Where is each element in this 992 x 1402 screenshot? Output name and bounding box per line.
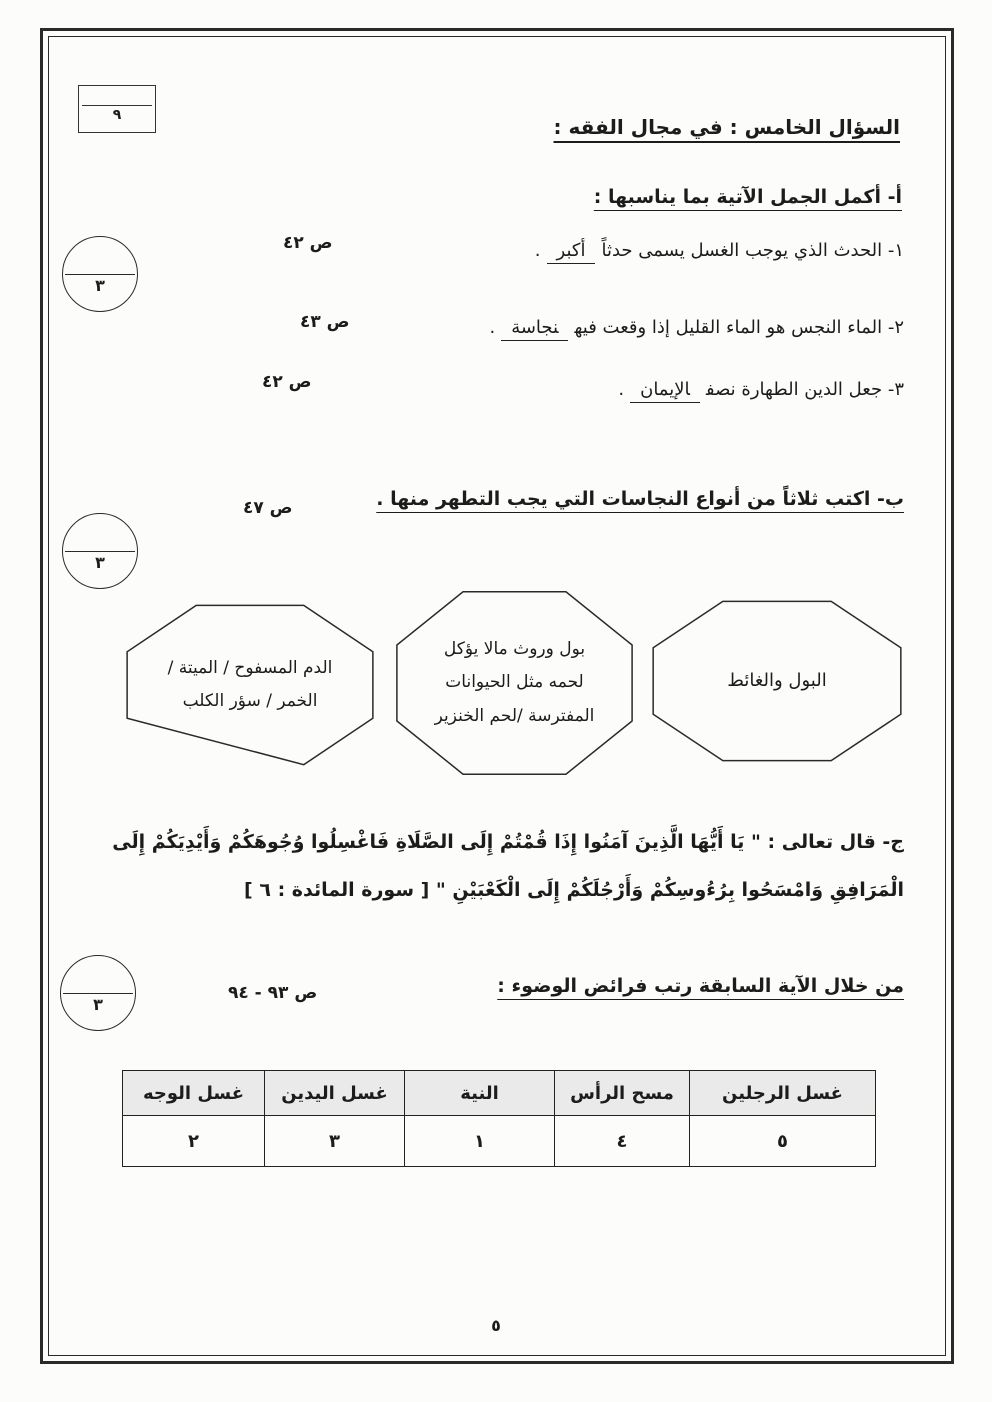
wudu-order-table xyxy=(122,1070,876,1167)
question-title: السؤال الخامس : في مجال الفقه : xyxy=(553,115,900,139)
item-1-text: ١- الحدث الذي يوجب الغسل يسمى حدثاً xyxy=(601,240,904,261)
item-2-suffix: . xyxy=(489,317,496,338)
octagon-answer-left xyxy=(122,602,378,768)
score-total-b: ٣ xyxy=(95,553,105,573)
corner-score-box xyxy=(78,85,156,133)
footer-page-number: ٥ xyxy=(491,1316,501,1335)
section-a-heading: أ- أكمل الجمل الآتية بما يناسبها : xyxy=(593,186,902,208)
page-ref-item-1: ص ٤٢ xyxy=(283,233,333,253)
score-total-a: ٣ xyxy=(95,276,105,296)
page-ref-item-2: ص ٤٣ xyxy=(300,312,350,332)
octagon-left-line-2: الخمر / سؤر الكلب xyxy=(182,691,318,711)
table-header-cell: مسح الرأس xyxy=(555,1071,690,1116)
score-total-c: ٣ xyxy=(93,995,103,1015)
corner-divider-line xyxy=(82,105,152,106)
quran-verse-line-1: ج- قال تعالى : " يَا أَيُّهَا الَّذِينَ آمَنُوا إِذَا قُمْتُمْ إِلَى الصَّلَاةِ فَاغْسِلُوا وُجُوهَكُمْ وَأَيْدِيَكُمْ إِلَى xyxy=(112,831,904,853)
table-value-cell: ٤ xyxy=(555,1116,690,1167)
score-circle-b xyxy=(62,513,138,589)
octagon-answer-middle xyxy=(392,588,637,778)
octagon-middle-line-1: بول وروث مالا يؤكل xyxy=(443,639,586,660)
fill-item-2 xyxy=(489,317,904,338)
table-value-cell: ٣ xyxy=(265,1116,405,1167)
item-2-text: ٢- الماء النجس هو الماء القليل إذا وقعت فيه xyxy=(574,317,904,338)
octagon-middle-line-3: المفترسة /لحم الخنزير xyxy=(434,705,595,726)
table-header-cell: غسل اليدين xyxy=(265,1071,405,1116)
octagon-left-line-1: الدم المسفوح / الميتة / xyxy=(167,657,333,678)
score-divider-line xyxy=(65,551,135,552)
table-header-cell: النية xyxy=(405,1071,555,1116)
item-3-answer: الإيمان xyxy=(630,379,700,403)
table-value-cell: ١ xyxy=(405,1116,555,1167)
table-value-row xyxy=(123,1116,876,1167)
page-ref-section-c: ص ٩٣ - ٩٤ xyxy=(228,983,318,1003)
table-value-cell: ٢ xyxy=(123,1116,265,1167)
page-ref-item-3: ص ٤٢ xyxy=(262,372,312,392)
quran-verse-line-2: الْمَرَافِقِ وَامْسَحُوا بِرُءُوسِكُمْ وَأَرْجُلَكُمْ إِلَى الْكَعْبَيْنِ " [ سورة المائدة : ٦ ] xyxy=(244,879,904,901)
table-header-cell: غسل الوجه xyxy=(123,1071,265,1116)
page-ref-section-b: ص ٤٧ xyxy=(243,498,293,518)
item-1-answer: أكبر xyxy=(547,240,596,264)
score-circle-a xyxy=(62,236,138,312)
corner-number: ٩ xyxy=(112,107,122,124)
score-circle-c xyxy=(60,955,136,1031)
octagon-middle-line-2: لحمه مثل الحيوانات xyxy=(445,672,584,693)
score-divider-line xyxy=(63,993,133,994)
table-header-cell: غسل الرجلين xyxy=(690,1071,876,1116)
item-1-suffix: . xyxy=(534,240,541,261)
item-3-suffix: . xyxy=(618,379,625,400)
item-2-answer: نجاسة xyxy=(501,317,568,341)
fill-item-1 xyxy=(535,240,904,261)
table-value-cell: ٥ xyxy=(690,1116,876,1167)
score-divider-line xyxy=(65,274,135,275)
octagon-right-text: البول والغائط xyxy=(727,670,827,692)
octagon-answer-right xyxy=(648,598,906,764)
fill-item-3 xyxy=(618,379,904,400)
section-b-heading: ب- اكتب ثلاثاً من أنواع النجاسات التي يجب التطهر منها . xyxy=(376,488,904,510)
item-3-text: ٣- جعل الدين الطهارة نصف xyxy=(705,379,904,400)
table-header-row xyxy=(123,1071,876,1116)
section-c-instruction: من خلال الآية السابقة رتب فرائض الوضوء : xyxy=(497,975,904,997)
